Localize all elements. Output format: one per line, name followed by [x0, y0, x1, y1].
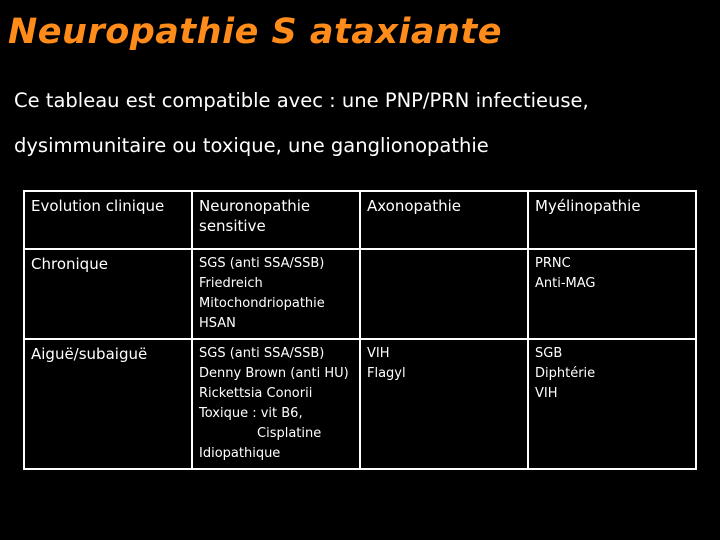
list-item: VIH [367, 346, 390, 361]
list-item: Idiopathique [199, 446, 281, 461]
header-neuronopathie: Neuronopathie sensitive [192, 191, 360, 249]
list-item: Flagyl [367, 366, 406, 381]
row-label-chronique: Chronique [24, 249, 192, 339]
list-item: Denny Brown (anti HU) [199, 366, 349, 381]
list-item: Toxique : vit B6, [199, 406, 303, 421]
header-axonopathie: Axonopathie [360, 191, 528, 249]
list-item: Mitochondriopathie [199, 296, 325, 311]
list-item: HSAN [199, 316, 236, 331]
table-header-row [24, 191, 696, 249]
cell-aigue-neuronopathie [192, 339, 360, 469]
table-row [24, 249, 696, 339]
list-item: SGS (anti SSA/SSB) [199, 346, 325, 361]
list-item: Diphtérie [535, 366, 596, 381]
cell-chronique-axonopathie [360, 249, 528, 339]
cell-aigue-myelinopathie [528, 339, 696, 469]
list-item: SGS (anti SSA/SSB) [199, 256, 325, 271]
list-item: VIH [535, 386, 558, 401]
row-label-aigue: Aiguë/subaiguë [24, 339, 192, 469]
cell-chronique-neuronopathie [192, 249, 360, 339]
cell-chronique-myelinopathie [528, 249, 696, 339]
list-item: Rickettsia Conorii [199, 386, 313, 401]
list-item: Anti-MAG [535, 276, 596, 291]
list-item: SGB [535, 346, 563, 361]
cell-aigue-axonopathie [360, 339, 528, 469]
classification-table [23, 190, 697, 470]
list-item: Cisplatine [257, 426, 322, 441]
list-item: PRNC [535, 256, 571, 271]
header-myelinopathie: Myélinopathie [528, 191, 696, 249]
list-item: Friedreich [199, 276, 263, 291]
table-row [24, 339, 696, 469]
intro-text: Ce tableau est compatible avec : une PNP/PRN infectieuse, dysimmunitaire ou toxique, une ganglionopathie [14, 89, 589, 157]
header-evolution: Evolution clinique [24, 191, 192, 249]
slide-title: Neuropathie S ataxiante [8, 12, 502, 52]
